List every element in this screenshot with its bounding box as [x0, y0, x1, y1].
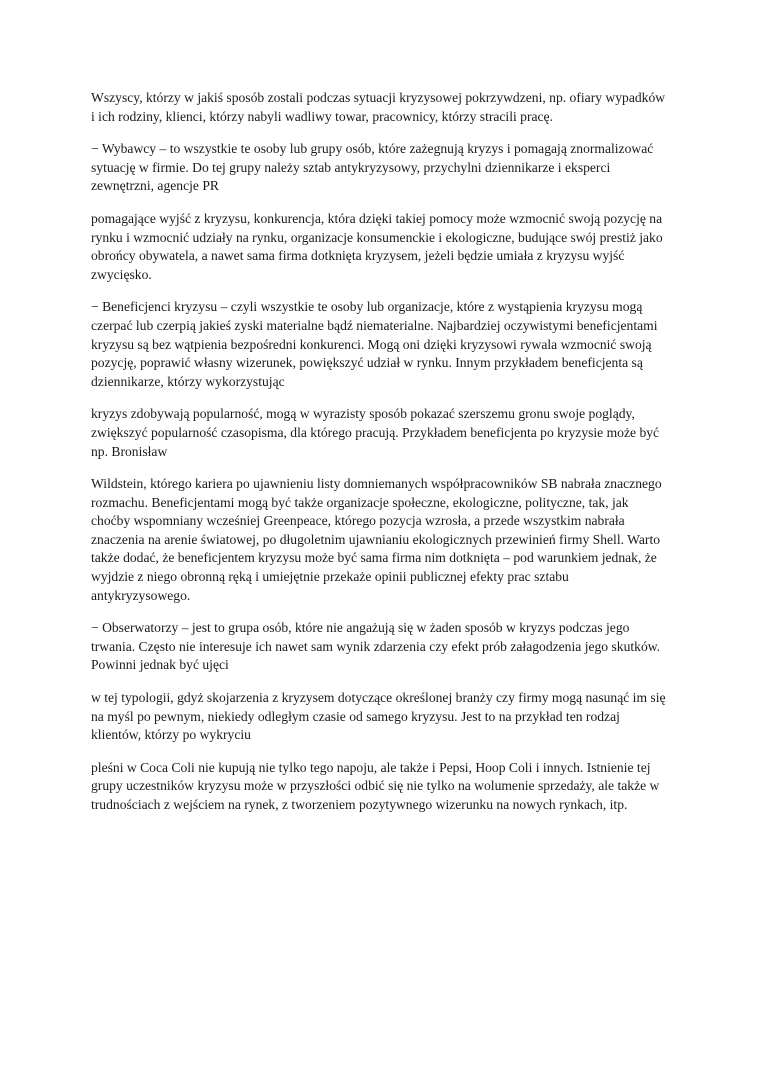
paragraph-observers-example: pleśni w Coca Coli nie kupują nie tylko tego napoju, ale także i Pepsi, Hoop Coli i innych. Istnienie tej grupy uczestników kryzysu może w przyszłości odbić się nie tylko na wolumenie sprzedaży, ale także w trudnościach z wejściem na rynek, z tworzeniem pozytywnego wizerunku na nowych rynkach, itp. [91, 759, 660, 812]
paragraph-beneficiaries-examples: Wildstein, którego kariera po ujawnieniu listy domniemanych współpracowników SB nabrała znacznego rozmachu. Beneficjentami mogą być także organizacje społeczne, ekologiczne, polityczne, tak, jak choćby wspomniany wcześniej Greenpeace, którego pozycja wzrosła, a przede wszystkim nabrała znaczenia na arenie światowej, po długoletnim ujawnianiu ekologicznych przewinień firmy Shell. Warto także dodać, że beneficjentem kryzysu może być sama firma nim dotknięta – pod warunkiem jednak, że wyjdzie z niego obronną ręką i umiejętnie przekaże opinii publicznej efekty prac sztabu antykryzysowego. [91, 476, 662, 603]
paragraph-rescuers: − Wybawcy – to wszystkie te osoby lub grupy osób, które zażegnują kryzys i pomagają znormalizować sytuację w firmie. Do tej grupy należy sztab antykryzysowy, przychylni dziennikarze i eksperci zewnętrzni, agencje PR [91, 141, 654, 194]
document-body [91, 89, 671, 829]
paragraph-rescuers-continued: pomagające wyjść z kryzysu, konkurencja, która dzięki takiej pomocy może wzmocnić swoją pozycję na rynku i wzmocnić udziały na rynku, organizacje konsumenckie i ekologiczne, budujące swój prestiż jako obrońcy obywatela, a nawet sama firma dotknięta kryzysem, jeżeli będzie umiała z kryzysu wyjść zwycięsko. [91, 210, 663, 282]
paragraph-beneficiaries-journalists: kryzys zdobywają popularność, mogą w wyrazisty sposób pokazać szerszemu gronu swoje poglądy, zwiększyć popularność czasopisma, dla którego pracują. Przykładem beneficjenta po kryzysie może być np. Bronisław [91, 406, 660, 459]
paragraph-observers-typology: w tej typologii, gdyż skojarzenia z kryzysem dotyczące określonej branży czy firmy mogą nasunąć im się na myśl po pewnym, niekiedy odległym czasie od samego kryzysu. Jest to na przykład ten rodzaj klientów, którzy po wykryciu [91, 690, 666, 743]
paragraph-victims: Wszyscy, którzy w jakiś sposób zostali podczas sytuacji kryzysowej pokrzywdzeni, np. ofiary wypadków i ich rodziny, klienci, którzy nabyli wadliwy towar, pracownicy, którzy stracili pracę. [91, 90, 666, 124]
paragraph-beneficiaries: − Beneficjenci kryzysu – czyli wszystkie te osoby lub organizacje, które z wystąpienia kryzysu mogą czerpać lub czerpią jakieś zyski materialne bądź niematerialne. Najbardziej oczywistymi beneficjentami kryzysu są bez wątpienia bezpośredni konkurenci. Mogą oni dzięki kryzysowi rywala wzmocnić swoją pozycję, poprawić własny wizerunek, powiększyć udział w rynku. Innym przykładem beneficjenta są dziennikarze, którzy wykorzystując [91, 299, 658, 389]
paragraph-observers: − Obserwatorzy – jest to grupa osób, które nie angażują się w żaden sposób w kryzys podczas jego trwania. Często nie interesuje ich nawet sam wynik zdarzenia czy efekt prób załagodzenia jego skutków. Powinni jednak być ujęci [91, 620, 661, 673]
